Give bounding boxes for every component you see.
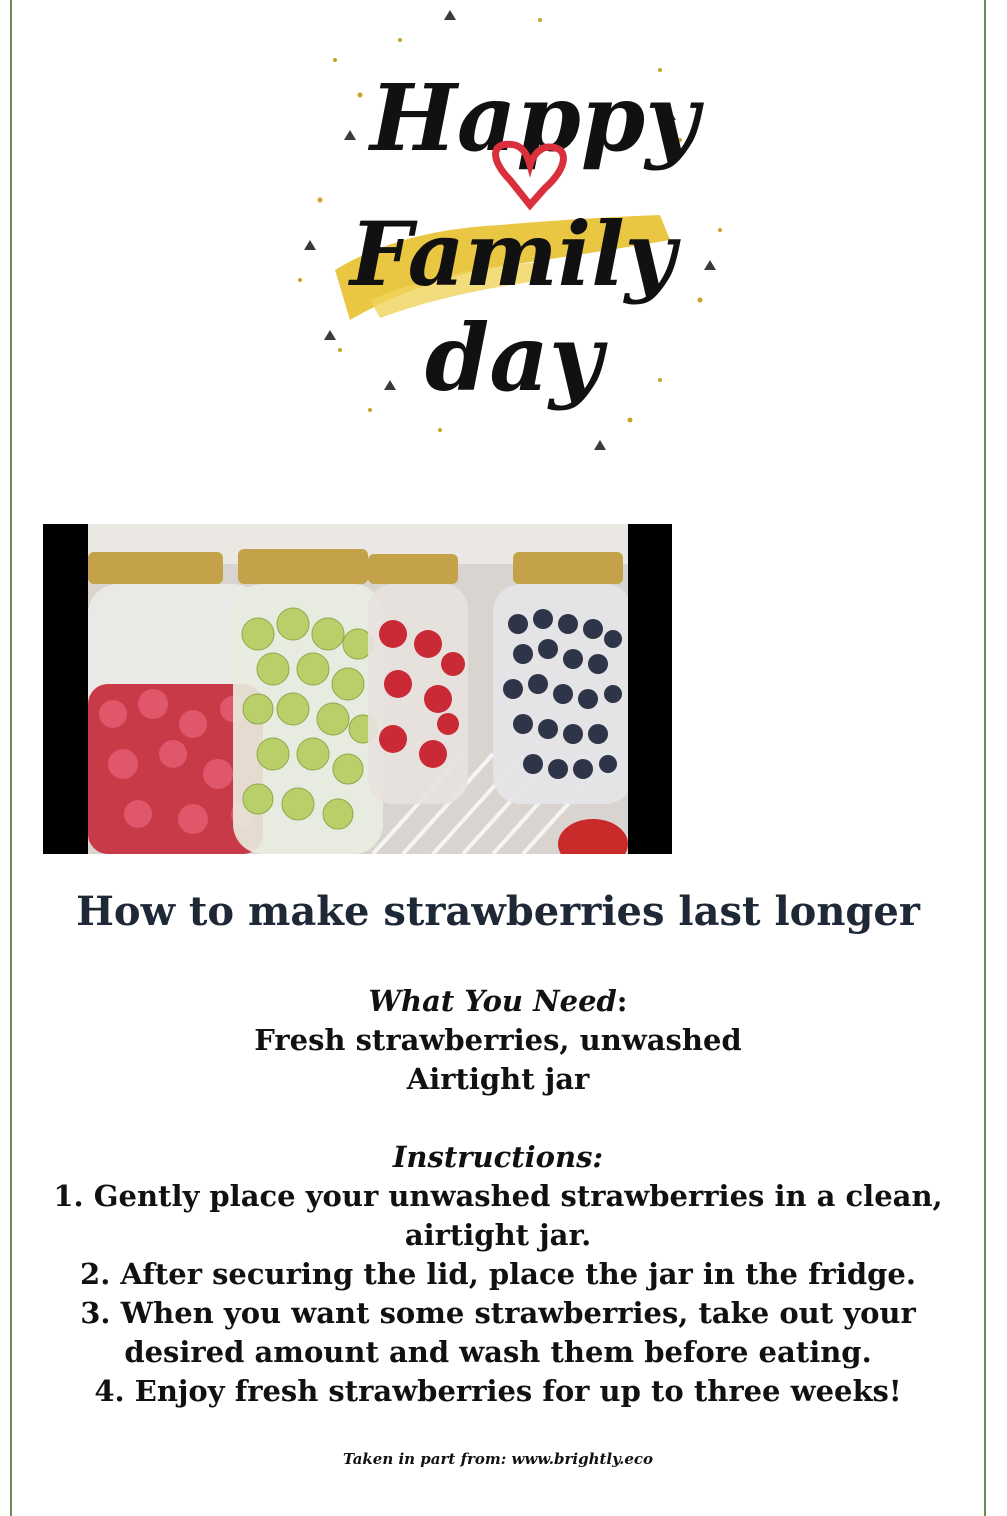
what-you-need-heading xyxy=(20,982,976,1021)
colon: : xyxy=(616,984,628,1018)
instruction-step: 1. Gently place your unwashed strawberries in a clean, xyxy=(53,1179,943,1213)
instructions-heading xyxy=(20,1138,976,1177)
logo-day: day xyxy=(425,304,603,412)
source-credit: Taken in part from: www.brightly.eco xyxy=(342,1450,654,1468)
instruction-step: desired amount and wash them before eating. xyxy=(124,1335,872,1369)
recipe-content xyxy=(20,982,976,1411)
instruction-step: 2. After securing the lid, place the jar in the fridge. xyxy=(80,1257,916,1291)
instructions-label: Instructions: xyxy=(392,1140,604,1174)
what-you-need-label: What You Need xyxy=(368,984,617,1018)
article-title: How to make strawberries last longer xyxy=(76,888,920,935)
jar-lid xyxy=(88,552,223,584)
logo-family: Family xyxy=(350,202,676,306)
need-item: Airtight jar xyxy=(406,1062,590,1096)
happy-family-day-logo xyxy=(240,0,760,470)
instruction-step: airtight jar. xyxy=(404,1218,592,1252)
instruction-step: 3. When you want some strawberries, take out your xyxy=(80,1296,916,1330)
instruction-step: 4. Enjoy fresh strawberries for up to three weeks! xyxy=(94,1374,902,1408)
berry-jars-photo xyxy=(43,524,672,854)
logo-happy: Happy xyxy=(370,64,699,172)
need-item: Fresh strawberries, unwashed xyxy=(254,1023,742,1057)
